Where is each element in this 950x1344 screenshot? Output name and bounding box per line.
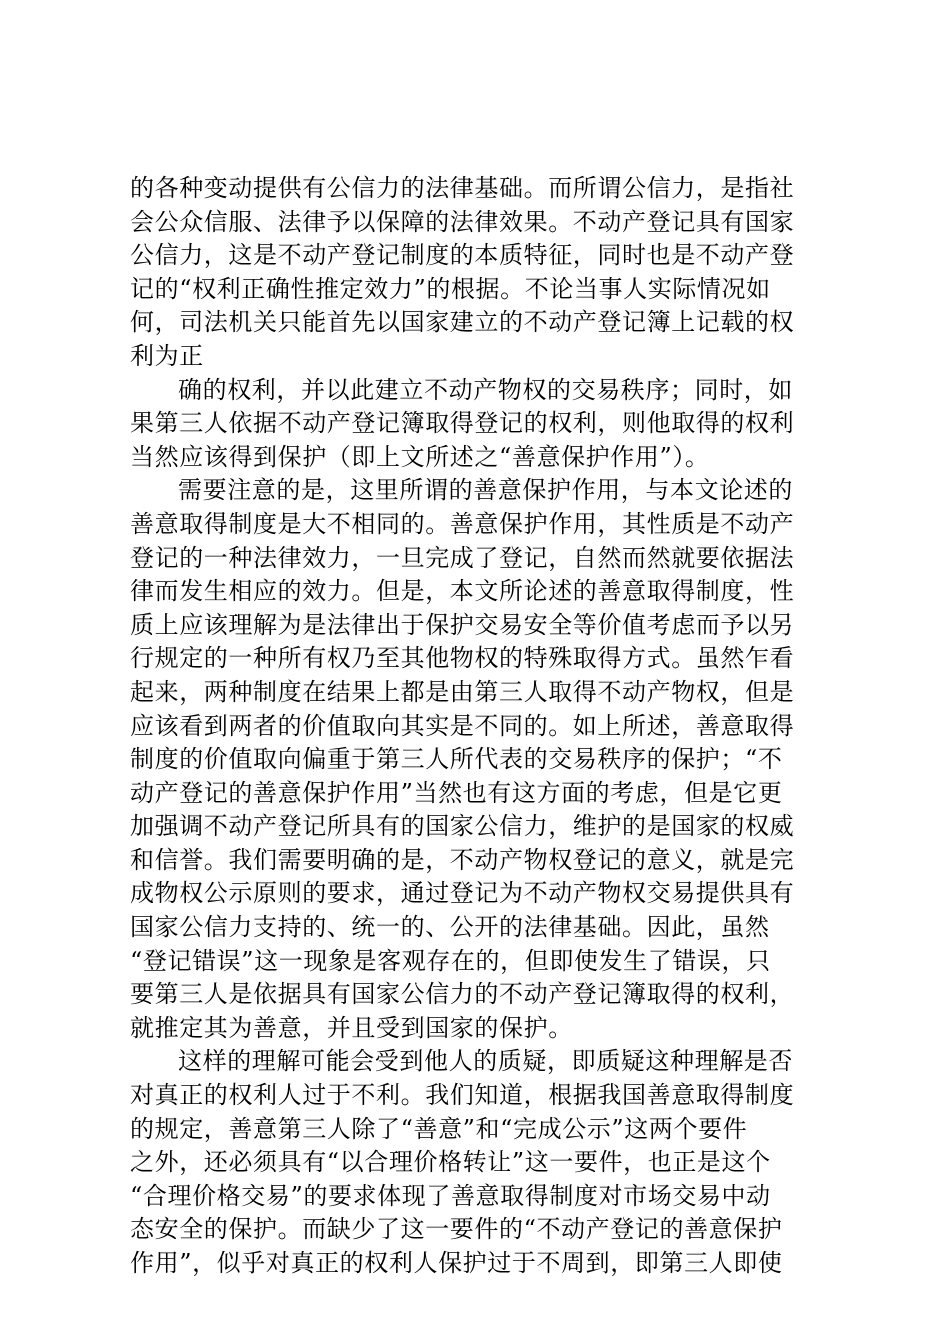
text-line: 行规定的一种所有权乃至其他物权的特殊取得方式。虽然乍看 (130, 644, 795, 673)
text-line: 利为正 (130, 341, 204, 370)
text-line: 起来，两种制度在结果上都是由第三人取得不动产物权，但是 (130, 677, 795, 706)
text-line: 当然应该得到保护（即上文所述之“善意保护作用”）。 (130, 442, 710, 471)
text-line: 态安全的保护。而缺少了这一要件的“不动产登记的善意保护 (130, 1215, 783, 1244)
text-line: 应该看到两者的价值取向其实是不同的。如上所述，善意取得 (130, 711, 795, 740)
text-line: 需要注意的是，这里所谓的善意保护作用，与本文论述的 (178, 476, 793, 505)
text-line: 就推定其为善意，并且受到国家的保护。 (130, 1013, 573, 1042)
text-line: 公信力，这是不动产登记制度的本质特征，同时也是不动产登 (130, 241, 795, 270)
text-line: 何，司法机关只能首先以国家建立的不动产登记簿上记载的权 (130, 308, 795, 337)
text-line: 记的“权利正确性推定效力”的根据。不论当事人实际情况如 (130, 274, 771, 303)
paragraph-1 (130, 172, 830, 374)
text-line: 善意取得制度是大不相同的。善意保护作用，其性质是不动产 (130, 509, 795, 538)
text-line: 登记的一种法律效力，一旦完成了登记，自然而然就要依据法 (130, 543, 795, 572)
paragraph-4 (130, 1045, 830, 1280)
text-line: 的规定，善意第三人除了“善意”和“完成公示”这两个要件 (130, 1114, 748, 1143)
text-line: 律而发生相应的效力。但是，本文所论述的善意取得制度，性 (130, 577, 795, 606)
text-line: 动产登记的善意保护作用”当然也有这方面的考虑，但是它更 (130, 778, 783, 807)
text-line: 和信誉。我们需要明确的是，不动产物权登记的意义，就是完 (130, 845, 795, 874)
text-line: 的各种变动提供有公信力的法律基础。而所谓公信力，是指社 (130, 174, 795, 202)
text-line: 确的权利，并以此建立不动产物权的交易秩序；同时，如 (178, 375, 793, 404)
text-line: 对真正的权利人过于不利。我们知道，根据我国善意取得制度 (130, 1081, 795, 1110)
text-line: 这样的理解可能会受到他人的质疑，即质疑这种理解是否 (178, 1047, 793, 1076)
text-line: 加强调不动产登记所具有的国家公信力，维护的是国家的权威 (130, 812, 795, 841)
text-line: 要第三人是依据具有国家公信力的不动产登记簿取得的权利， (130, 980, 795, 1009)
text-line: 制度的价值取向偏重于第三人所代表的交易秩序的保护；“不 (130, 745, 783, 774)
text-line: 国家公信力支持的、统一的、公开的法律基础。因此，虽然 (130, 913, 770, 942)
text-line: 质上应该理解为是法律出于保护交易安全等价值考虑而予以另 (130, 610, 795, 639)
text-line: 之外，还必须具有“以合理价格转让”这一要件，也正是这个 (130, 1148, 771, 1177)
text-line: “合理价格交易”的要求体现了善意取得制度对市场交易中动 (130, 1181, 771, 1210)
text-line: 果第三人依据不动产登记簿取得登记的权利，则他取得的权利 (130, 409, 795, 438)
paragraph-3 (130, 474, 830, 1045)
document-body (130, 172, 830, 1281)
text-line: 作用”，似乎对真正的权利人保护过于不周到，即第三人即使 (130, 1249, 783, 1277)
text-line: “登记错误”这一现象是客观存在的，但即使发生了错误，只 (130, 946, 771, 975)
text-line: 成物权公示原则的要求，通过登记为不动产物权交易提供具有 (130, 879, 795, 908)
paragraph-2 (130, 374, 830, 475)
text-line: 会公众信服、法律予以保障的法律效果。不动产登记具有国家 (130, 207, 795, 236)
